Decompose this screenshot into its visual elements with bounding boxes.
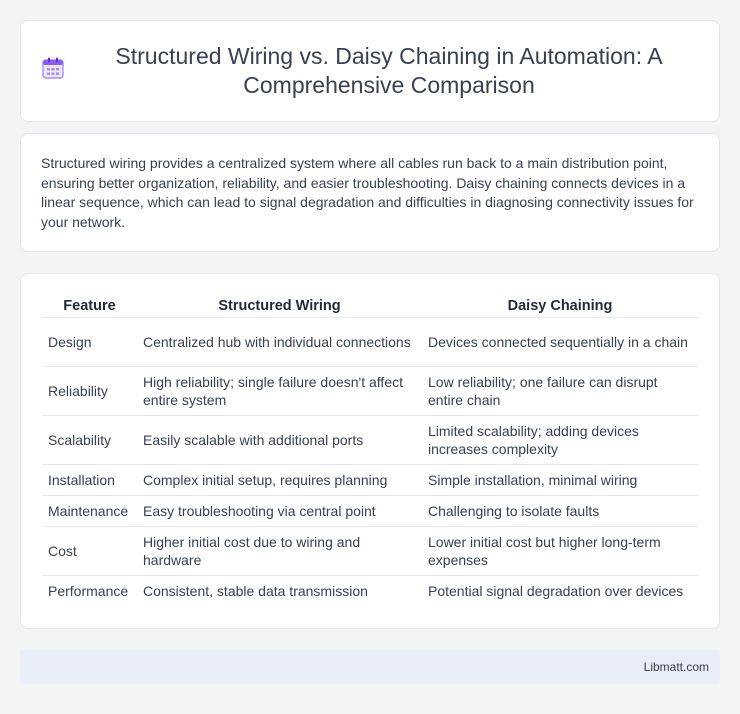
- footer-brand[interactable]: Libmatt.com: [643, 660, 709, 674]
- structured-cell: Complex initial setup, requires planning: [137, 465, 422, 496]
- table-row: [42, 465, 698, 496]
- header-feature: Feature: [42, 294, 137, 318]
- table-row: [42, 416, 698, 465]
- structured-cell: Consistent, stable data transmission: [143, 583, 368, 600]
- table-header-row: [42, 294, 698, 318]
- feature-cell: Reliability: [42, 367, 137, 416]
- feature-cell: Design: [42, 318, 137, 367]
- calendar-icon: [40, 55, 66, 81]
- header-structured-wiring: Structured Wiring: [137, 294, 422, 318]
- table-row: [42, 318, 698, 367]
- feature-cell: Installation: [42, 465, 137, 496]
- intro-paragraph: Structured wiring provides a centralized system where all cables run back to a main distribution point, ensuring better organization, reliability, and easier troubleshooting. Daisy chaining connects devices in a linear sequence, which can lead to signal degradation and difficulties in diagnosing connectivity issues for your network.: [41, 155, 694, 230]
- structured-cell: High reliability; single failure doesn't affect entire system: [137, 367, 422, 416]
- feature-cell: Maintenance: [42, 496, 137, 527]
- footer: [20, 650, 720, 684]
- table-row: [42, 496, 698, 527]
- daisy-cell: Lower initial cost but higher long-term expenses: [422, 527, 698, 576]
- page-title: Structured Wiring vs. Daisy Chaining in Automation: A Comprehensive Comparison: [115, 43, 663, 98]
- structured-cell: Easy troubleshooting via central point: [137, 496, 422, 527]
- feature-cell: Scalability: [42, 416, 137, 465]
- daisy-cell: Limited scalability; adding devices increases complexity: [422, 416, 698, 465]
- comparison-card: [20, 273, 720, 629]
- daisy-cell: Challenging to isolate faults: [422, 496, 698, 527]
- feature-cell: Cost: [42, 527, 137, 576]
- table-row: [42, 576, 698, 607]
- title-card: [20, 20, 720, 122]
- title-wrap: [40, 42, 700, 100]
- feature-cell: Performance: [48, 583, 129, 600]
- structured-cell: Centralized hub with individual connections: [137, 318, 422, 367]
- comparison-table: [42, 294, 698, 607]
- structured-cell: Higher initial cost due to wiring and hardware: [137, 527, 422, 576]
- daisy-cell: Low reliability; one failure can disrupt entire chain: [422, 367, 698, 416]
- daisy-cell: Simple installation, minimal wiring: [422, 465, 698, 496]
- table-row: [42, 527, 698, 576]
- structured-cell: Easily scalable with additional ports: [137, 416, 422, 465]
- daisy-cell: Devices connected sequentially in a chain: [422, 318, 698, 367]
- intro-card: [20, 133, 720, 252]
- header-daisy-chaining: Daisy Chaining: [422, 294, 698, 318]
- table-row: [42, 367, 698, 416]
- daisy-cell: Potential signal degradation over devices: [428, 583, 684, 600]
